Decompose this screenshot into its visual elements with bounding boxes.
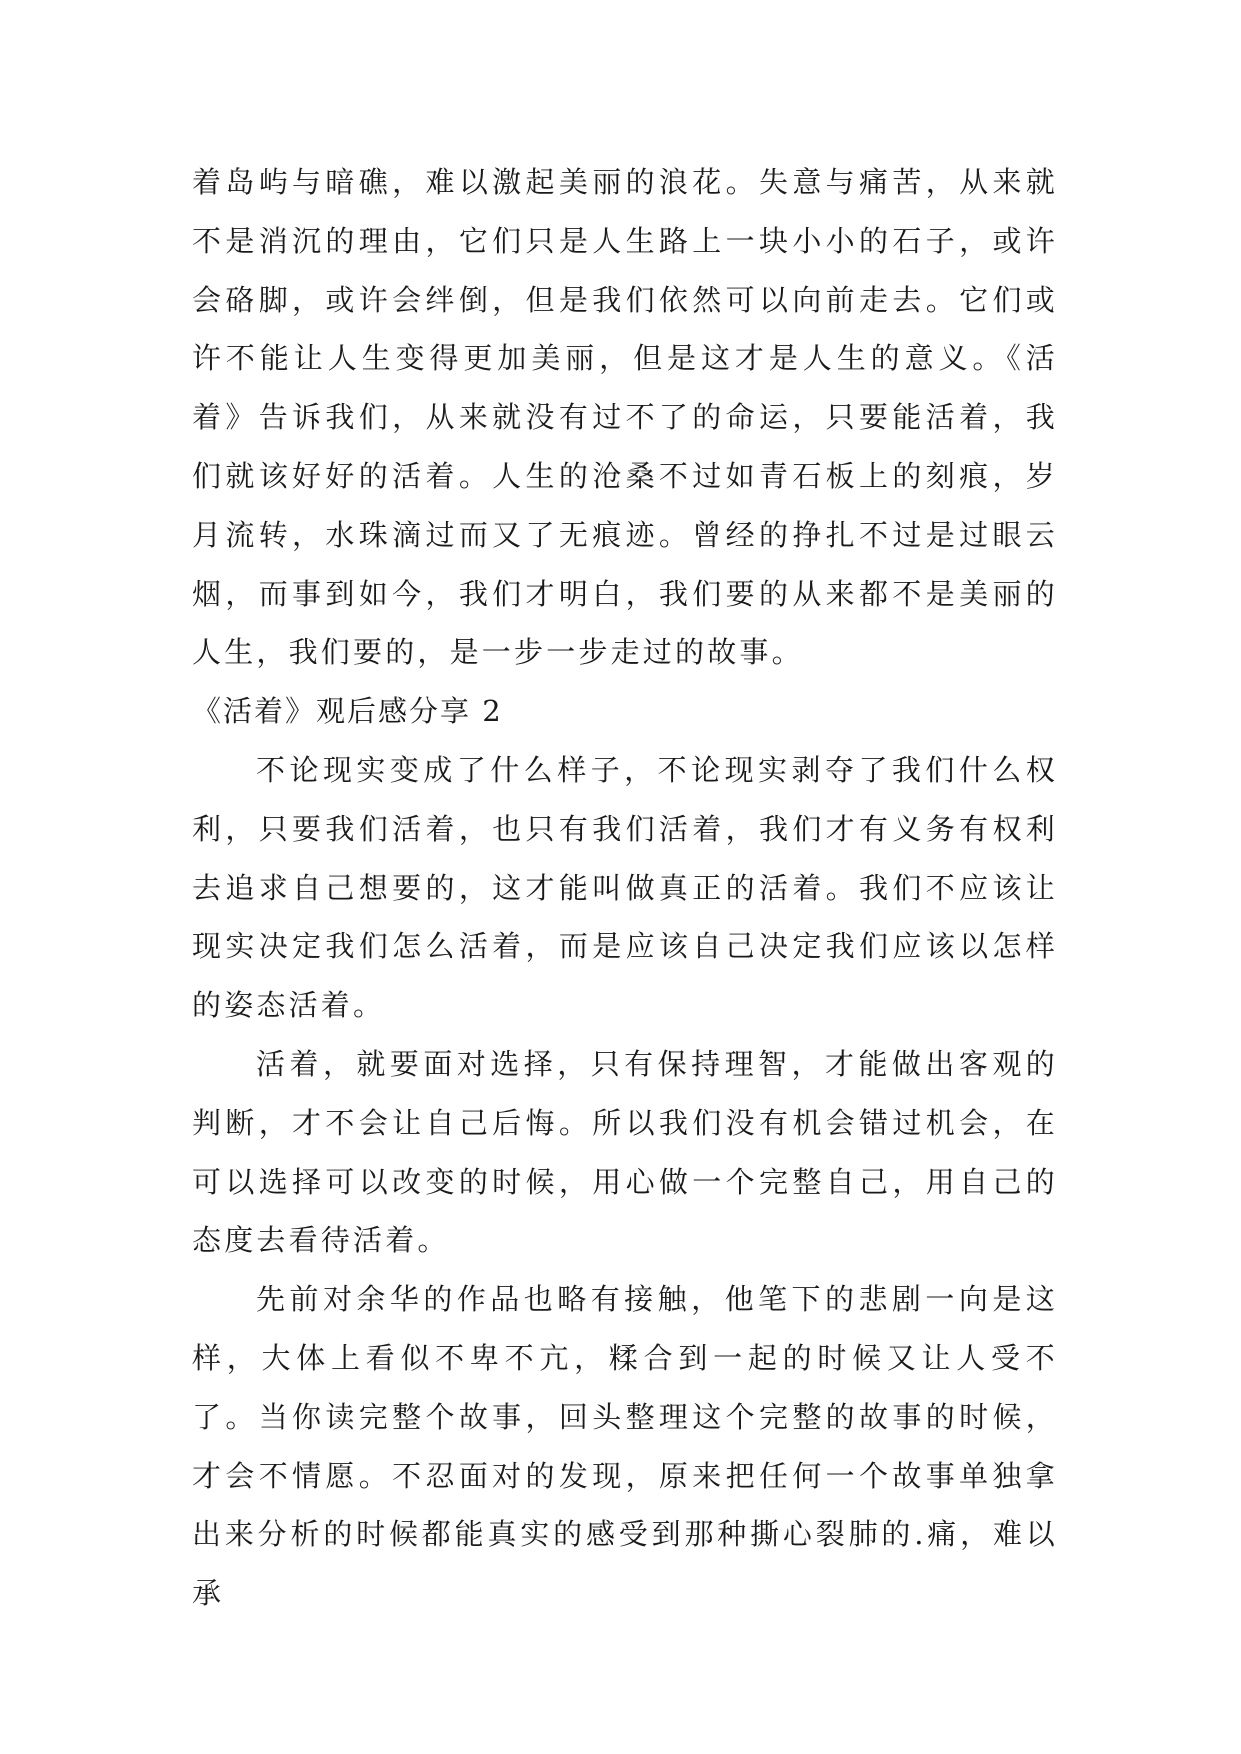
body-paragraph-continued: 着岛屿与暗礁，难以激起美丽的浪花。失意与痛苦，从来就不是消沉的理由，它们只是人生路上一块小小的石子，或许会硌脚，或许会绊倒，但是我们依然可以向前走去。它们或许不能让人生变得更加美丽，但是这才是人生的意义。《活着》告诉我们，从来就没有过不了的命运，只要能活着，我们就该好好的活着。人生的沧桑不过如青石板上的刻痕，岁月流转，水珠滴过而又了无痕迹。曾经的挣扎不过是过眼云烟，而事到如今，我们才明白，我们要的从来都不是美丽的人生，我们要的，是一步一步走过的故事。 (192, 165, 1058, 670)
body-paragraph: 先前对余华的作品也略有接触，他笔下的悲剧一向是这样，大体上看似不卑不亢，糅合到一起的时候又让人受不了。当你读完整个故事，回头整理这个完整的故事的时候，才会不情愿。不忍面对的发现，原来把任何一个故事单独拿出来分析的时候都能真实的感受到那种撕心裂肺的.痛，难以承 (192, 1282, 1058, 1611)
section-heading: 《活着》观后感分享 2 (192, 694, 503, 729)
body-paragraph: 活着，就要面对选择，只有保持理智，才能做出客观的判断，才不会让自己后悔。所以我们没有机会错过机会，在可以选择可以改变的时候，用心做一个完整自己，用自己的态度去看待活着。 (192, 1046, 1058, 1258)
document-body (192, 153, 1058, 1623)
body-paragraph: 不论现实变成了什么样子，不论现实剥夺了我们什么权利，只要我们活着，也只有我们活着，我们才有义务有权利去追求自己想要的，这才能叫做真正的活着。我们不应该让现实决定我们怎么活着，而是应该自己决定我们应该以怎样的姿态活着。 (192, 752, 1058, 1023)
